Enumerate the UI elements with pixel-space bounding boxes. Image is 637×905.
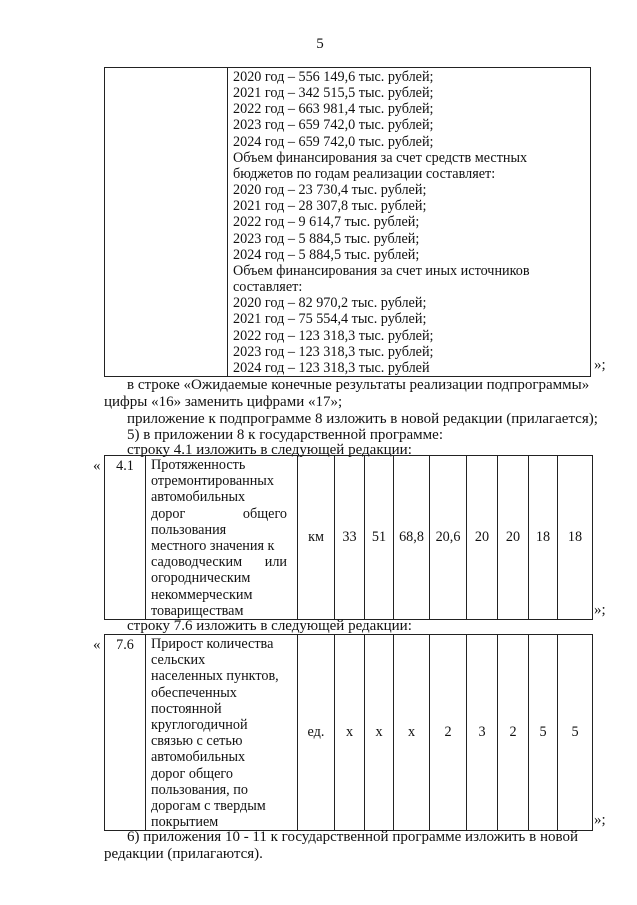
row-4-1-close-quote: »;: [594, 602, 606, 618]
indicator-name-line: товариществам: [151, 602, 244, 619]
row-4-1-name: [146, 456, 298, 620]
financing-line: 2023 год – 659 742,0 тыс. рублей;: [233, 117, 434, 134]
row-7-6-value: 2: [430, 635, 467, 831]
indicator-name-word: или: [264, 554, 287, 571]
indicator-name-line: пользования, по: [151, 781, 248, 798]
row-7-6-value: 5: [529, 635, 558, 831]
row-4-1-value: 18: [529, 456, 558, 620]
indicator-name-line: дорог общего: [151, 765, 233, 782]
paragraph-item-6: 6) приложения 10 - 11 к государственной программе изложить в новой: [127, 829, 579, 845]
indicator-name-line: автомобильных: [151, 489, 246, 506]
financing-line: 2020 год – 556 149,6 тыс. рублей;: [233, 69, 434, 85]
row-4-1-value: 51: [365, 456, 394, 620]
row-7-6-value: х: [365, 635, 394, 831]
paragraph-expected-results-cont: цифры «16» заменить цифрами «17»;: [104, 394, 343, 410]
indicator-name-word: дорог: [151, 505, 186, 522]
row-4-1-table: [104, 455, 593, 620]
indicator-name-line: Протяженность: [151, 457, 246, 473]
row-7-6-unit: ед.: [298, 635, 335, 831]
indicator-name-line: круглогодичной: [151, 717, 248, 734]
financing-closing-quote: »;: [594, 357, 606, 373]
financing-line: 2022 год – 663 981,4 тыс. рублей;: [233, 101, 434, 118]
financing-label-cell: [105, 68, 228, 377]
row-7-6-name-lines: [151, 636, 295, 830]
paragraph-row-7-6-intro: строку 7.6 изложить в следующей редакции:: [127, 618, 412, 634]
row-7-6-value: 2: [498, 635, 529, 831]
indicator-name-line: связью с сетью: [151, 733, 243, 750]
financing-line: Объем финансирования за счет средств местных: [233, 149, 528, 166]
row-4-1-value: 20,6: [430, 456, 467, 620]
financing-line: 2022 год – 9 614,7 тыс. рублей;: [233, 214, 420, 231]
financing-table: [104, 67, 591, 377]
indicator-name-line: автомобильных: [151, 749, 246, 766]
indicator-name-line: населенных пунктов,: [151, 668, 279, 685]
row-4-1-value: 20: [467, 456, 498, 620]
financing-line: 2021 год – 28 307,8 тыс. рублей;: [233, 198, 427, 215]
row-7-6-open-quote: «: [93, 637, 101, 653]
financing-line: составляет:: [233, 279, 303, 296]
indicator-name-line: некоммерческим: [151, 586, 253, 603]
indicator-name-line: отремонтированных: [151, 473, 274, 490]
indicator-name-word: общего: [242, 505, 287, 522]
indicator-name-line: покрытием: [151, 814, 219, 831]
financing-values-cell: [228, 68, 591, 377]
indicator-name-line: [151, 506, 287, 522]
paragraph-item-6-cont: редакции (прилагаются).: [104, 846, 263, 862]
row-7-6-table: [104, 634, 593, 831]
financing-line: 2022 год – 123 318,3 тыс. рублей;: [233, 327, 434, 344]
row-4-1-name-lines: [151, 457, 295, 619]
indicator-name-line: сельских: [151, 652, 206, 669]
row-4-1-value: 68,8: [394, 456, 430, 620]
financing-line: 2021 год – 342 515,5 тыс. рублей;: [233, 85, 434, 102]
financing-line: 2023 год – 123 318,3 тыс. рублей;: [233, 343, 434, 360]
financing-line: 2023 год – 5 884,5 тыс. рублей;: [233, 230, 420, 247]
page-number: 5: [316, 36, 324, 52]
row-7-6-value: 3: [467, 635, 498, 831]
row-7-6-value: х: [394, 635, 430, 831]
financing-line: 2024 год – 659 742,0 тыс. рублей;: [233, 133, 434, 150]
financing-line: 2024 год – 123 318,3 тыс. рублей: [233, 359, 430, 376]
row-4-1-value: 20: [498, 456, 529, 620]
indicator-name-line: Прирост количества: [151, 636, 274, 652]
financing-line: 2021 год – 75 554,4 тыс. рублей;: [233, 311, 427, 328]
row-4-1-value: 33: [335, 456, 365, 620]
financing-line: 2024 год – 5 884,5 тыс. рублей;: [233, 246, 420, 263]
row-4-1-value: 18: [558, 456, 593, 620]
row-7-6-value: 5: [558, 635, 593, 831]
indicator-name-line: местного значения к: [151, 538, 275, 555]
row-7-6-close-quote: »;: [594, 812, 606, 828]
financing-lines: [228, 68, 590, 376]
row-7-6-index: 7.6: [105, 635, 146, 831]
indicator-name-line: постоянной: [151, 700, 222, 717]
indicator-name-line: пользования: [151, 521, 227, 538]
indicator-name-word: садоводческим: [151, 554, 243, 571]
financing-line: бюджетов по годам реализации составляет:: [233, 165, 496, 182]
row-4-1-unit: км: [298, 456, 335, 620]
paragraph-row-4-1-intro: строку 4.1 изложить в следующей редакции:: [127, 442, 412, 458]
paragraph-appendix-8: приложение к подпрограмме 8 изложить в новой редакции (прилагается);: [127, 411, 598, 427]
indicator-name-line: [151, 554, 287, 570]
row-4-1-index: 4.1: [105, 456, 146, 620]
paragraph-item-5: 5) в приложении 8 к государственной программе:: [127, 427, 443, 443]
indicator-name-line: обеспеченных: [151, 684, 237, 701]
row-4-1-open-quote: «: [93, 458, 101, 474]
paragraph-expected-results: в строке «Ожидаемые конечные результаты реализации подпрограммы»: [127, 377, 590, 393]
indicator-name-line: дорогам с твердым: [151, 798, 266, 815]
row-7-6-value: х: [335, 635, 365, 831]
indicator-name-line: огородническим: [151, 570, 251, 587]
financing-line: 2020 год – 82 970,2 тыс. рублей;: [233, 295, 427, 312]
row-7-6-name: [146, 635, 298, 831]
financing-line: Объем финансирования за счет иных источников: [233, 262, 530, 279]
financing-line: 2020 год – 23 730,4 тыс. рублей;: [233, 182, 427, 199]
